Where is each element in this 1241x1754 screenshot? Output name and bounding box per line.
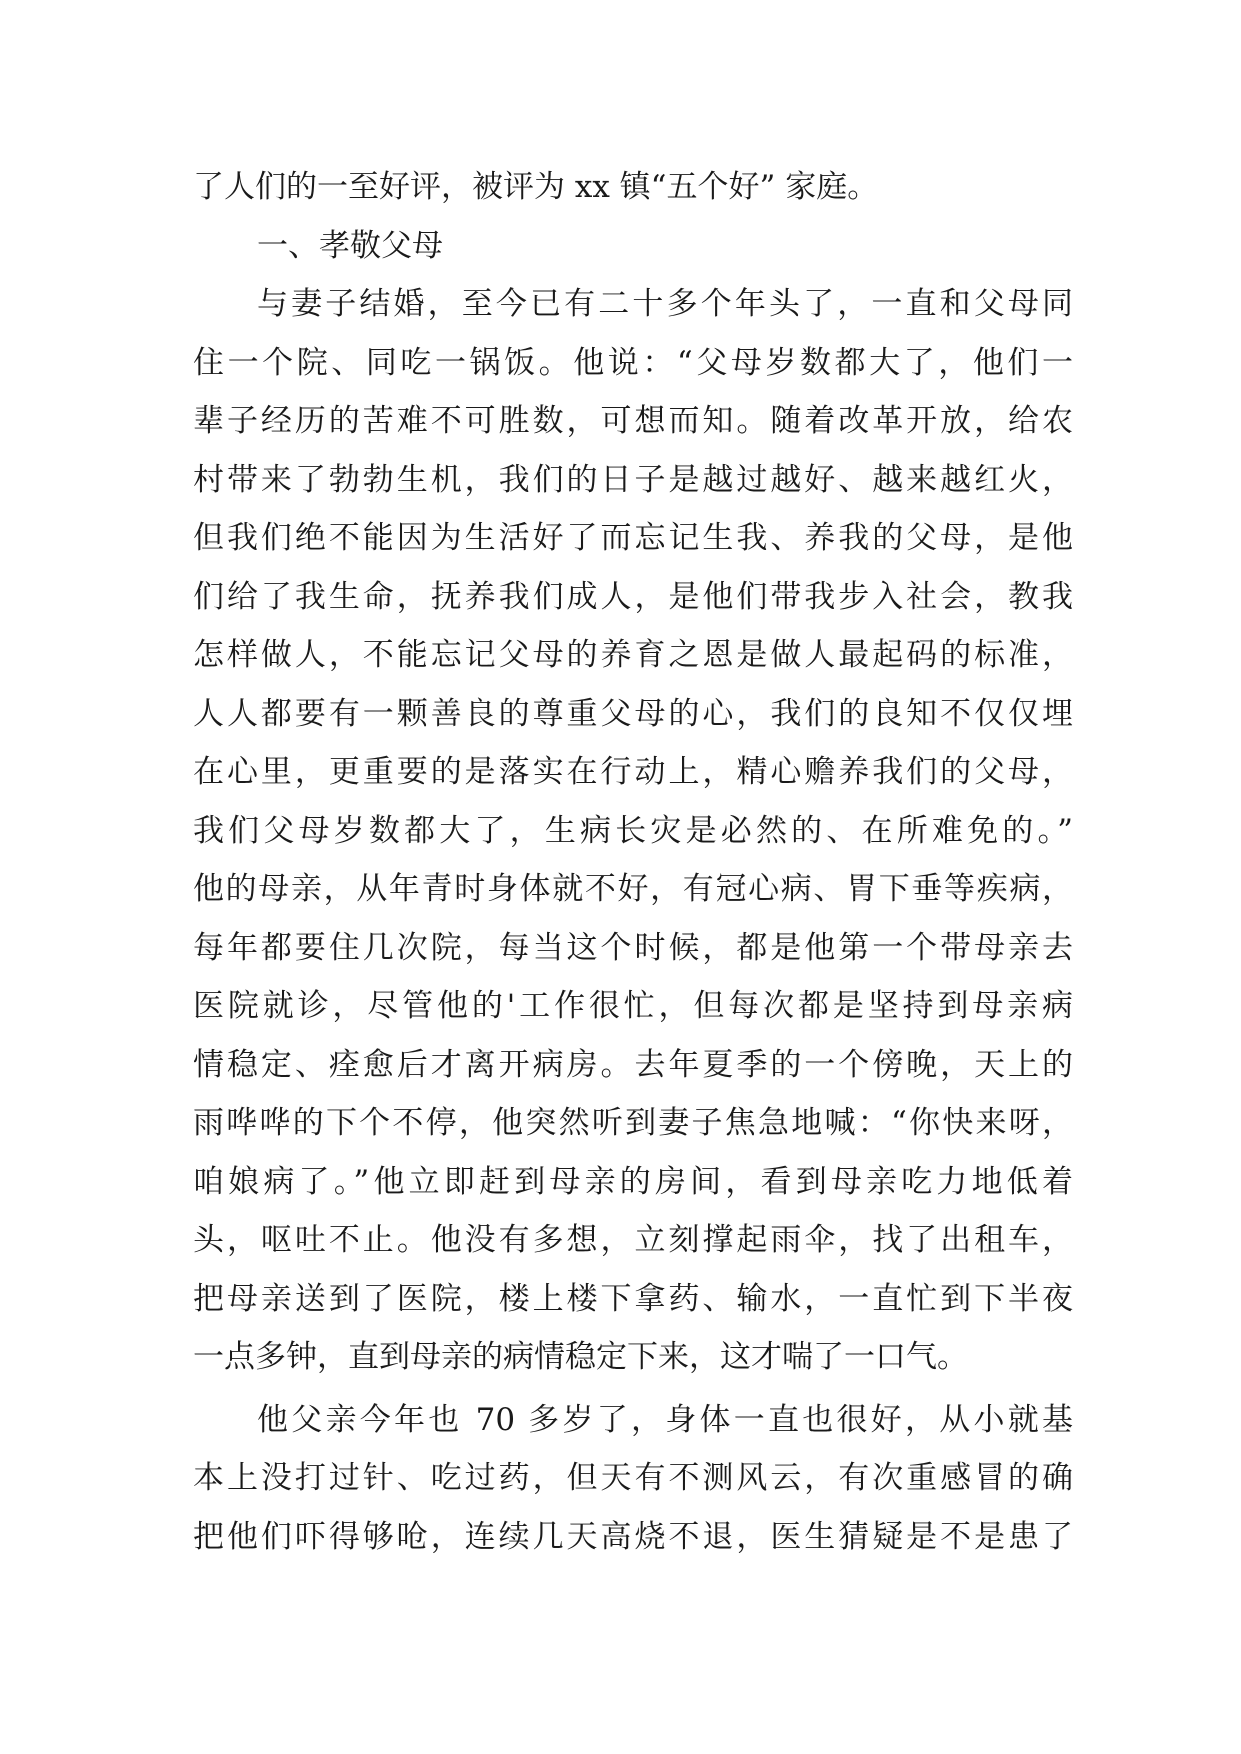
text-line: 医院就诊，尽管他的'工作很忙，但每次都是坚持到母亲病 xyxy=(193,988,1073,1024)
text-line: 与妻子结婚，至今已有二十多个年头了，一直和父母同 xyxy=(257,286,1073,322)
text-line: 每年都要住几次院，每当这个时候，都是他第一个带母亲去 xyxy=(193,929,1073,966)
text-line: 村带来了勃勃生机，我们的日子是越过越好、越来越红火， xyxy=(193,461,1073,498)
text-line: 们给了我生命，抚养我们成人，是他们带我步入社会，教我 xyxy=(193,578,1073,615)
text-line: 一点多钟，直到母亲的病情稳定下来，这才喘了一口气。 xyxy=(193,1339,968,1375)
text-line: 了人们的一至好评，被评为 xx 镇“五个好” 家庭。 xyxy=(193,169,879,205)
text-line: 咱娘病了。”他立即赶到母亲的房间，看到母亲吃力地低着 xyxy=(193,1163,1073,1200)
text-line: 把他们吓得够呛，连续几天高烧不退，医生猜疑是不是患了 xyxy=(193,1518,1073,1555)
text-line: 把母亲送到了医院，楼上楼下拿药、输水，一直忙到下半夜 xyxy=(193,1280,1073,1317)
section-heading: 一、孝敬父母 xyxy=(257,227,443,264)
text-line: 情稳定、痊愈后才离开病房。去年夏季的一个傍晚，天上的 xyxy=(193,1046,1073,1083)
text-line: 他父亲今年也 70 多岁了，身体一直也很好，从小就基 xyxy=(257,1401,1073,1438)
body-text xyxy=(193,158,1073,1566)
text-line: 但我们绝不能因为生活好了而忘记生我、养我的父母，是他 xyxy=(193,520,1073,556)
text-line: 在心里，更重要的是落实在行动上，精心赡养我们的父母， xyxy=(193,754,1073,790)
text-line: 本上没打过针、吃过药，但天有不测风云，有次重感冒的确 xyxy=(193,1460,1073,1496)
text-line: 人人都要有一颗善良的尊重父母的心，我们的良知不仅仅埋 xyxy=(193,695,1073,732)
text-line: 辈子经历的苦难不可胜数，可想而知。随着改革开放，给农 xyxy=(193,403,1073,439)
text-line: 住一个院、同吃一锅饭。他说：“父母岁数都大了，他们一 xyxy=(193,344,1073,381)
text-line: 头，呕吐不止。他没有多想，立刻撑起雨伞，找了出租车， xyxy=(193,1222,1073,1258)
text-line: 雨哗哗的下个不停，他突然听到妻子焦急地喊：“你快来呀， xyxy=(193,1105,1073,1141)
text-line: 他的母亲，从年青时身体就不好，有冠心病、胃下垂等疾病， xyxy=(193,871,1073,907)
text-line: 我们父母岁数都大了，生病长灾是必然的、在所难免的。” xyxy=(193,812,1073,849)
text-line: 怎样做人，不能忘记父母的养育之恩是做人最起码的标准， xyxy=(193,637,1073,673)
